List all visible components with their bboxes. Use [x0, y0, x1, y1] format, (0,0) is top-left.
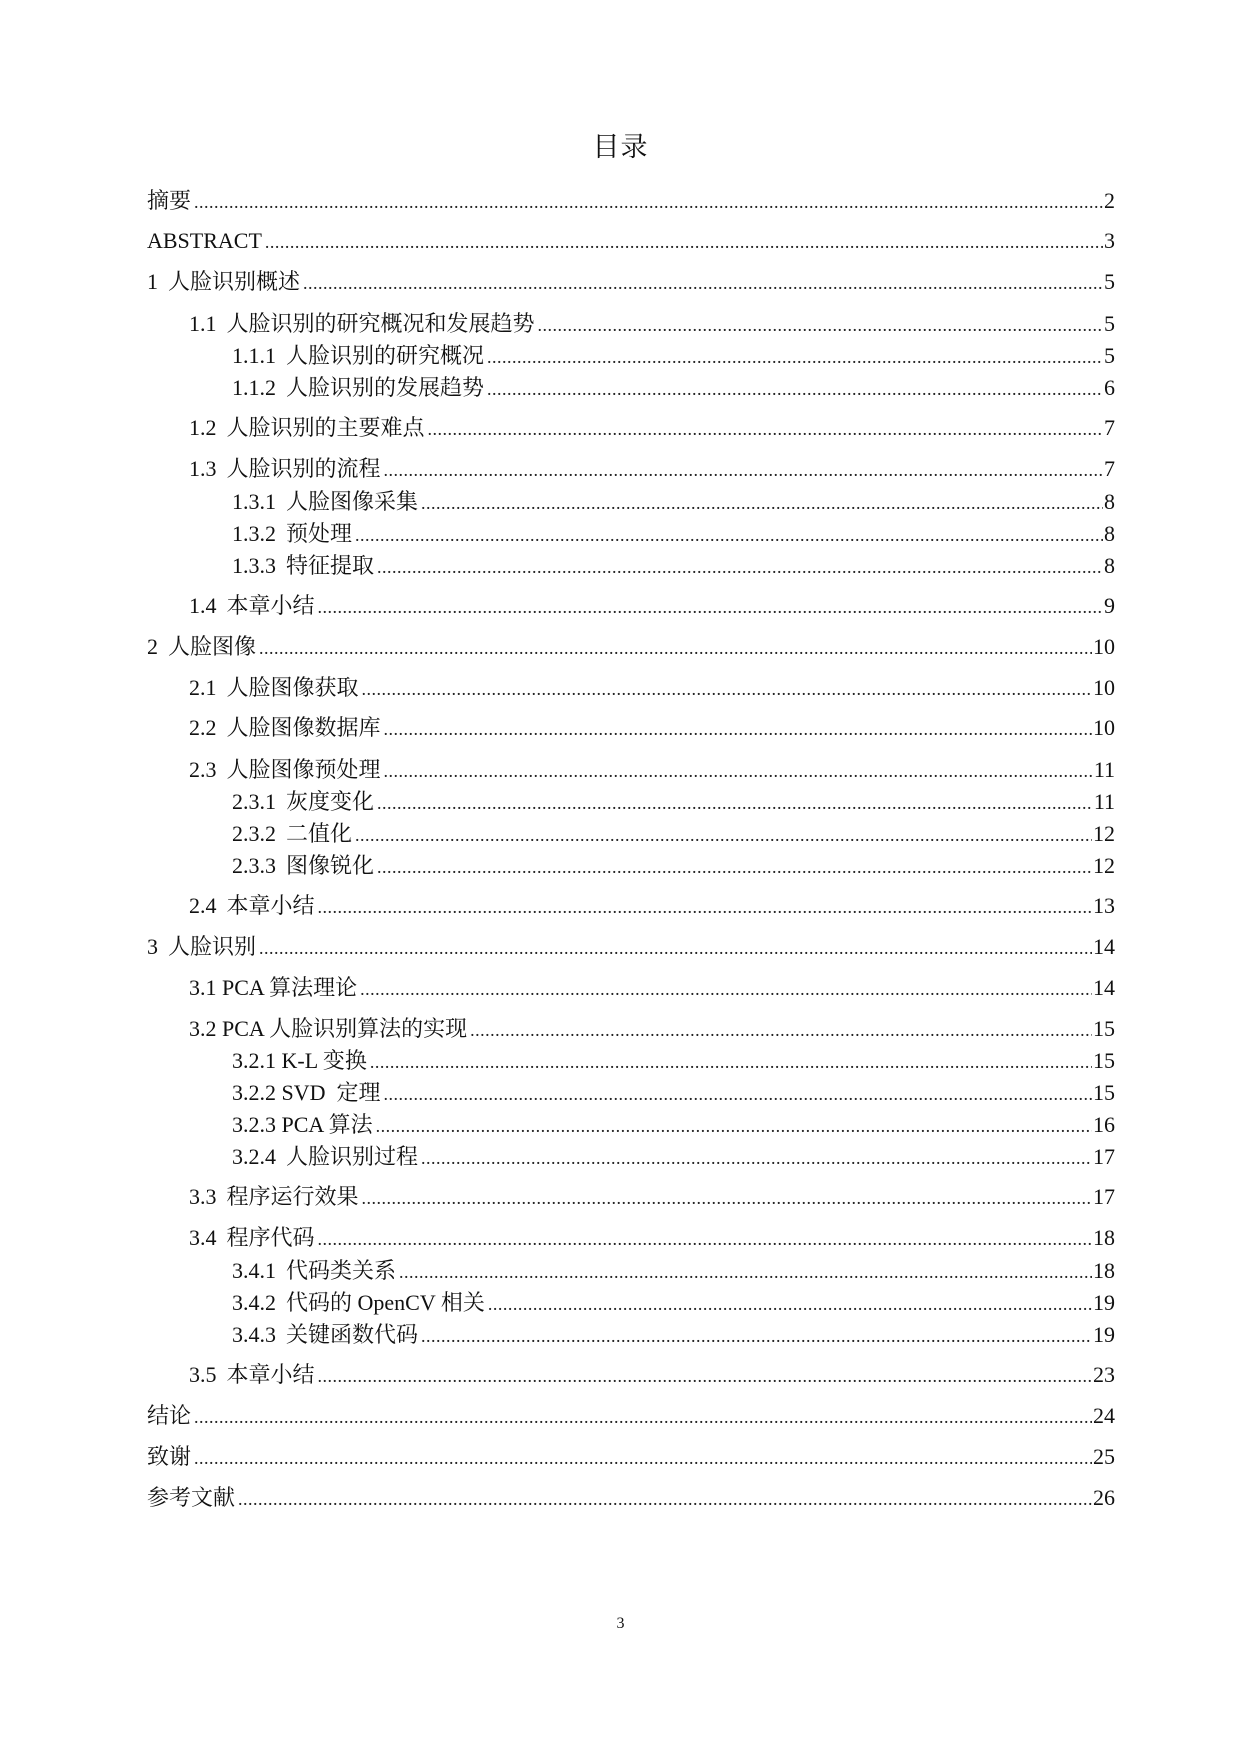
toc-dot-leader — [538, 310, 1103, 340]
page-number: 3 — [616, 1615, 625, 1632]
toc-dot-leader — [259, 633, 1092, 663]
toc-dot-leader — [377, 552, 1103, 582]
toc-entry-page: 15 — [1093, 1080, 1115, 1105]
toc-entry-label: 1.3 人脸识别的流程 — [189, 456, 381, 481]
toc-entry-page: 12 — [1093, 853, 1115, 878]
toc-entry-label: 3.3 程序运行效果 — [189, 1184, 359, 1209]
toc-entry-subsection-3-4-2[interactable] — [232, 1288, 1115, 1318]
toc-entry-label: 3 人脸识别 — [147, 934, 257, 959]
toc-entry-label: 3.2.4 人脸识别过程 — [232, 1144, 419, 1169]
toc-entry-label: 1 人脸识别概述 — [147, 269, 301, 294]
toc-entry-abstract-en[interactable] — [147, 226, 1115, 256]
toc-entry-page: 15 — [1093, 1048, 1115, 1073]
toc-entry-page: 17 — [1093, 1184, 1115, 1209]
toc-entry-section-3-5[interactable] — [189, 1360, 1115, 1390]
toc-dot-leader — [318, 1224, 1092, 1254]
toc-entry-page: 13 — [1093, 893, 1115, 918]
toc-dot-leader — [421, 1143, 1092, 1173]
toc-entry-page: 8 — [1104, 521, 1115, 546]
toc-entry-section-2-4[interactable] — [189, 891, 1115, 921]
toc-entry-label: 1.4 本章小结 — [189, 593, 315, 618]
toc-dot-leader — [370, 1047, 1092, 1077]
toc-entry-section-1-1[interactable] — [189, 309, 1115, 339]
toc-entry-abstract-cn[interactable] — [147, 186, 1115, 216]
toc-entry-label: 2.3.2 二值化 — [232, 821, 353, 846]
toc-entry-page: 10 — [1093, 634, 1115, 659]
toc-entry-page: 5 — [1104, 311, 1115, 336]
toc-entry-subsection-2-3-1[interactable] — [232, 787, 1115, 817]
toc-entry-subsection-2-3-3[interactable] — [232, 851, 1115, 881]
toc-entry-label: 3.2.2 SVD 定理 — [232, 1080, 381, 1105]
toc-dot-leader — [384, 1079, 1092, 1109]
toc-entry-label: 2.3 人脸图像预处理 — [189, 757, 381, 782]
toc-entry-page: 3 — [1104, 228, 1115, 253]
toc-dot-leader — [362, 674, 1092, 704]
toc-entry-acknowledgements[interactable] — [147, 1442, 1115, 1472]
toc-entry-section-1-2[interactable] — [189, 413, 1115, 443]
toc-entry-label: 参考文献 — [147, 1485, 236, 1510]
toc-entry-label: 1.1 人脸识别的研究概况和发展趋势 — [189, 311, 535, 336]
toc-entry-section-2-2[interactable] — [189, 713, 1115, 743]
toc-entry-page: 8 — [1104, 553, 1115, 578]
toc-entry-subsection-3-4-1[interactable] — [232, 1256, 1115, 1286]
toc-dot-leader — [355, 520, 1103, 550]
toc-entry-label: 3.5 本章小结 — [189, 1362, 315, 1387]
toc-entry-label: 1.3.2 预处理 — [232, 521, 353, 546]
toc-entry-page: 5 — [1104, 269, 1115, 294]
toc-entry-label: 2.2 人脸图像数据库 — [189, 715, 381, 740]
toc-entry-page: 17 — [1093, 1144, 1115, 1169]
toc-entry-subsection-1-3-2[interactable] — [232, 519, 1115, 549]
toc-entry-label: 1.2 人脸识别的主要难点 — [189, 415, 425, 440]
toc-entry-subsection-3-2-1[interactable] — [232, 1046, 1115, 1076]
toc-dot-leader — [303, 268, 1103, 298]
toc-dot-leader — [259, 933, 1092, 963]
toc-entry-subsection-3-4-3[interactable] — [232, 1320, 1115, 1350]
toc-dot-leader — [376, 1111, 1092, 1141]
toc-dot-leader — [194, 187, 1103, 217]
toc-entry-conclusion[interactable] — [147, 1401, 1115, 1431]
toc-entry-section-3-3[interactable] — [189, 1182, 1115, 1212]
toc-entry-label: 3.2.3 PCA 算法 — [232, 1112, 373, 1137]
toc-title: 目录 — [592, 132, 649, 163]
toc-entry-page: 14 — [1093, 975, 1115, 1000]
toc-dot-leader — [470, 1015, 1092, 1045]
toc-entry-label: 1.3.1 人脸图像采集 — [232, 489, 419, 514]
toc-entry-subsection-3-2-3[interactable] — [232, 1110, 1115, 1140]
toc-entry-references[interactable] — [147, 1483, 1115, 1513]
toc-entry-label: 3.2 PCA 人脸识别算法的实现 — [189, 1016, 468, 1041]
toc-entry-label: 3.4.3 关键函数代码 — [232, 1322, 419, 1347]
toc-dot-leader — [384, 714, 1092, 744]
toc-entry-page: 6 — [1104, 375, 1115, 400]
toc-dot-leader — [194, 1443, 1092, 1473]
toc-entry-section-1-3[interactable] — [189, 454, 1115, 484]
toc-entry-section-2-1[interactable] — [189, 673, 1115, 703]
toc-entry-label: 1.1.2 人脸识别的发展趋势 — [232, 375, 485, 400]
toc-dot-leader — [488, 1289, 1092, 1319]
toc-entry-subsection-1-3-1[interactable] — [232, 487, 1115, 517]
toc-entry-label: 结论 — [147, 1403, 192, 1428]
toc-entry-page: 12 — [1093, 821, 1115, 846]
toc-entry-page: 24 — [1093, 1403, 1115, 1428]
toc-entry-subsection-3-2-4[interactable] — [232, 1142, 1115, 1172]
toc-entry-label: 3.4.1 代码类关系 — [232, 1258, 397, 1283]
toc-entry-section-3-2[interactable] — [189, 1014, 1115, 1044]
toc-entry-page: 16 — [1093, 1112, 1115, 1137]
toc-entry-label: 3.2.1 K-L 变换 — [232, 1048, 367, 1073]
toc-entry-page: 8 — [1104, 489, 1115, 514]
toc-dot-leader — [318, 1361, 1092, 1391]
toc-dot-leader — [318, 892, 1092, 922]
toc-entry-section-1-4[interactable] — [189, 591, 1115, 621]
toc-entry-page: 11 — [1093, 789, 1115, 814]
toc-entry-section-2-3[interactable] — [189, 755, 1115, 785]
toc-entry-subsection-2-3-2[interactable] — [232, 819, 1115, 849]
toc-entry-label: 3.4.2 代码的 OpenCV 相关 — [232, 1290, 485, 1315]
toc-dot-leader — [487, 342, 1103, 372]
toc-entry-label: 3.1 PCA 算法理论 — [189, 975, 358, 1000]
toc-dot-leader — [194, 1402, 1092, 1432]
toc-dot-leader — [360, 974, 1092, 1004]
toc-entry-label: 2.1 人脸图像获取 — [189, 675, 359, 700]
toc-entry-section-3-4[interactable] — [189, 1223, 1115, 1253]
toc-entry-label: 致谢 — [147, 1444, 192, 1469]
toc-entry-section-3-1[interactable] — [189, 973, 1115, 1003]
toc-entry-page: 18 — [1093, 1225, 1115, 1250]
toc-entry-label: 摘要 — [147, 188, 192, 213]
toc-entry-page: 9 — [1104, 593, 1115, 618]
toc-dot-leader — [487, 374, 1103, 404]
toc-entry-page: 19 — [1093, 1322, 1115, 1347]
toc-dot-leader — [399, 1257, 1092, 1287]
toc-entry-subsection-1-3-3[interactable] — [232, 551, 1115, 581]
toc-entry-chapter-1[interactable] — [147, 267, 1115, 297]
toc-dot-leader — [238, 1484, 1092, 1514]
toc-dot-leader — [377, 852, 1092, 882]
toc-entry-subsection-3-2-2[interactable] — [232, 1078, 1115, 1108]
toc-dot-leader — [318, 592, 1103, 622]
toc-entry-label: 1.1.1 人脸识别的研究概况 — [232, 343, 485, 368]
toc-entry-label: 3.4 程序代码 — [189, 1225, 315, 1250]
toc-entry-label: 2.3.1 灰度变化 — [232, 789, 375, 814]
toc-entry-page: 26 — [1093, 1485, 1115, 1510]
toc-dot-leader — [265, 227, 1103, 257]
toc-dot-leader — [384, 756, 1093, 786]
toc-entry-page: 23 — [1093, 1362, 1115, 1387]
toc-dot-leader — [421, 488, 1103, 518]
toc-entry-page: 7 — [1104, 415, 1115, 440]
toc-entry-page: 18 — [1093, 1258, 1115, 1283]
toc-dot-leader — [421, 1321, 1092, 1351]
toc-dot-leader — [428, 414, 1103, 444]
toc-entry-page: 10 — [1093, 675, 1115, 700]
toc-dot-leader — [362, 1183, 1092, 1213]
toc-entry-page: 7 — [1104, 456, 1115, 481]
toc-dot-leader — [384, 455, 1103, 485]
toc-entry-page: 14 — [1093, 934, 1115, 959]
toc-entry-label: ABSTRACT — [147, 228, 262, 253]
toc-entry-label: 2.4 本章小结 — [189, 893, 315, 918]
toc-entry-subsection-1-1-2[interactable] — [232, 373, 1115, 403]
toc-entry-label: 2.3.3 图像锐化 — [232, 853, 375, 878]
toc-entry-chapter-2[interactable] — [147, 632, 1115, 662]
toc-entry-label: 1.3.3 特征提取 — [232, 553, 375, 578]
toc-entry-page: 11 — [1093, 757, 1115, 782]
toc-entry-label: 2 人脸图像 — [147, 634, 257, 659]
toc-dot-leader — [355, 820, 1092, 850]
toc-entry-chapter-3[interactable] — [147, 932, 1115, 962]
toc-entry-page: 5 — [1104, 343, 1115, 368]
toc-entry-page: 19 — [1093, 1290, 1115, 1315]
toc-entry-page: 25 — [1093, 1444, 1115, 1469]
toc-dot-leader — [377, 788, 1093, 818]
toc-entry-page: 15 — [1093, 1016, 1115, 1041]
toc-entry-page: 10 — [1093, 715, 1115, 740]
toc-entry-page: 2 — [1104, 188, 1115, 213]
toc-entry-subsection-1-1-1[interactable] — [232, 341, 1115, 371]
